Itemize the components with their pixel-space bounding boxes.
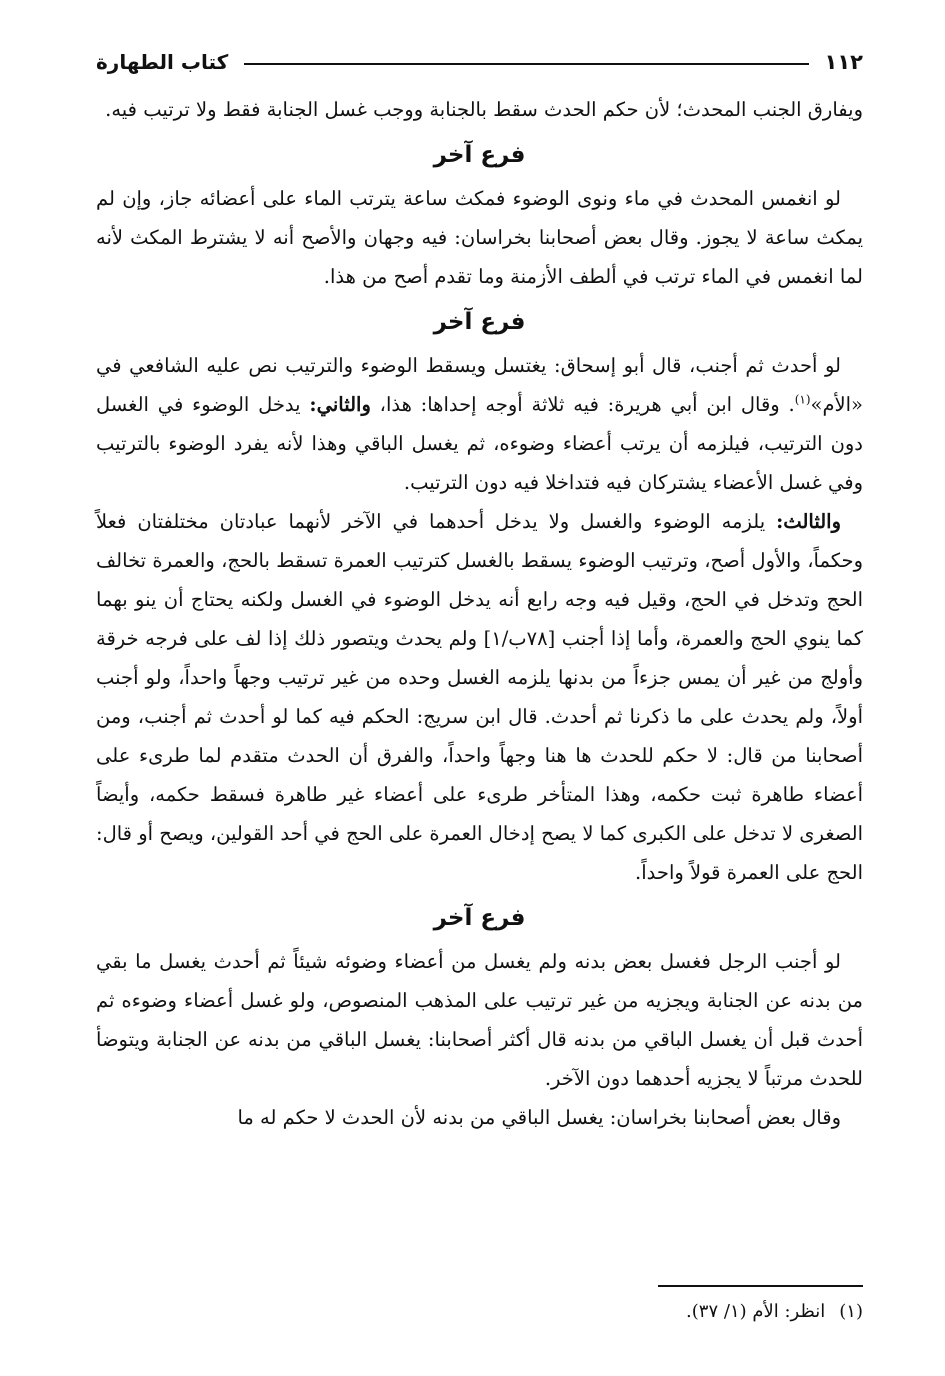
footnote [686, 1297, 863, 1327]
footnote-text: انظر: الأم (١/ ٣٧). [686, 1301, 826, 1322]
paragraph-text: يلزمه الوضوء والغسل ولا يدخل أحدهما في الآخر لأنهما عبادتان مختلفتان فعلاً وحكماً، والأول أصح، وترتيب الوضوء يسقط بالغسل كترتيب العمرة تسقط بالحج، والعمرة تخالف الحج وتدخل في الحج، وقيل فيه وجه رابع أنه يدخل الوضوء في الغسل ولكنه يحتاج أن ينو بهما كما ينوي الحج والعمرة، وأما إذا أجنب [٧٨ب/١] ولم يحدث ويتصور ذلك إذا لف على فرجه خرقة وأولج من غير أن يمس جزءاً من بدنها يلزمه الغسل وحده من غير ترتيب وجهاً واحداً، ولو أجنب أولاً، ولم يحدث على ما ذكرنا ثم أحدث. قال ابن سريج: الحكم فيه كما لو أحدث ثم أجنب، ومن أصحابنا من قال: لا حكم للحدث ها هنا وجهاً واحداً، والفرق أن الحدث متقدم لما طرىء على أعضاء طاهرة ثبت حكمه، وهذا المتأخر طرىء على أعضاء غير طاهرة فسقط حكمه، وأيضاً الصغرى لا تدخل على الكبرى كما لا يصح إدخال العمرة على الحج في أحد القولين، ويصح أو قال: الحج على العمرة قولاً واحداً. [96, 510, 863, 884]
section-heading-1: فرع آخر [433, 142, 526, 168]
footnote-rule [658, 1285, 863, 1287]
page-header [96, 40, 863, 84]
paragraph-partial-wash: لو أجنب الرجل فغسل بعض بدنه ولم يغسل من أعضاء وضوئه شيئاً ثم أحدث يغسل ما بقي من بدنه عن الجنابة ويجزيه من غير ترتيب على المذهب المنصوص، ولو غسل أعضاء وضوءه ثم أحدث قبل أن يغسل الباقي من بدنه قال أكثر أصحابنا: يغسل الباقي من بدنه عن الجنابة ويتوضأ للحدث مرتباً لا يجزيه أحدهما دون الآخر. [96, 950, 863, 1090]
paragraph-text: . وقال ابن أبي هريرة: فيه ثلاثة أوجه إحداها: هذا، [370, 393, 795, 416]
paragraph-intro: ويفارق الجنب المحدث؛ لأن حكم الحدث سقط بالجنابة ووجب غسل الجنابة فقط ولا ترتيب فيه. [105, 98, 863, 121]
paragraph-immersion: لو انغمس المحدث في ماء ونوى الوضوء فمكث ساعة يترتب الماء على أعضائه جاز، وإن لم يمكث ساعة لا يجوز. وقال بعض أصحابنا بخراسان: فيه وجهان والأصح أنه لا يشترط المكث لأنه لما انغمس في الماء ترتب في ألطف الأزمنة وما تقدم أصح من هذا. [96, 187, 863, 288]
paragraph-text: يدخل الوضوء في الغسل دون الترتيب، فيلزمه أن يرتب أعضاء وضوءه، ثم يغسل الباقي وهذا لأنه يفرد الوضوء بالترتيب وفي غسل الأعضاء يشتركان فيه فتداخلا فيه دون الترتيب. [96, 393, 863, 494]
section-heading-2: فرع آخر [433, 309, 526, 335]
header-rule [244, 63, 808, 65]
paragraph-text: لو أحدث ثم أجنب، قال أبو إسحاق: يغتسل ويسقط الوضوء والترتيب نص عليه الشافعي في «الأم» [96, 354, 863, 416]
paragraph-hadath-janaba [96, 346, 863, 502]
bold-term: والثاني: [309, 393, 371, 416]
footnote-marker: (١) [839, 1301, 863, 1322]
paragraph-third-view [96, 502, 863, 892]
footnote-reference: (١) [794, 392, 811, 407]
running-title: كتاب الطهارة [96, 50, 229, 74]
section-heading-3: فرع آخر [433, 905, 526, 931]
paragraph-khurasan: وقال بعض أصحابنا بخراسان: يغسل الباقي من بدنه لأن الحدث لا حكم له ما [237, 1106, 841, 1129]
page-number: ١١٢ [824, 50, 863, 74]
bold-term: والثالث: [776, 510, 841, 533]
